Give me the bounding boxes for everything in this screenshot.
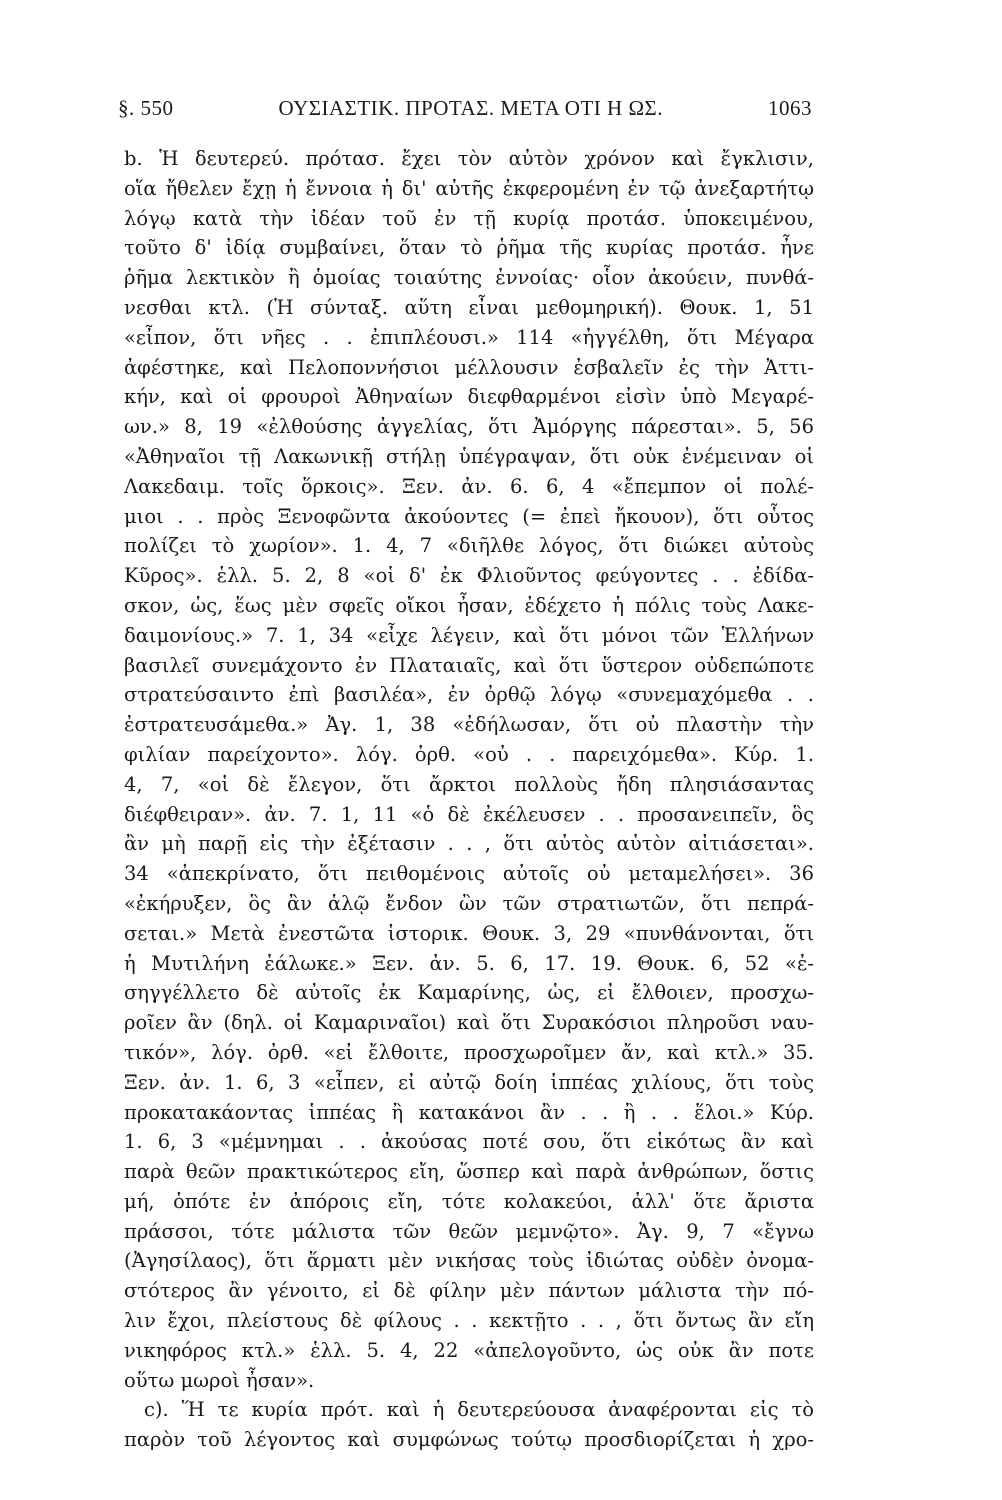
text-line: προκατακάοντας ἱππέας ἢ κατακάνοι ἂν . . ἢ . . ἕλοι.» Κύρ.	[124, 1100, 814, 1124]
text-line: ῥῆμα λεκτικὸν ἢ ὁμοίας τοιαύτης ἐννοίας· οἷον ἀκούειν, πυνθά-	[124, 266, 814, 290]
text-line: φιλίαν παρείχοντο». λόγ. ὀρθ. «οὐ . . παρειχόμεθα». Κύρ. 1.	[124, 742, 814, 766]
text-line: νικηφόρος κτλ.» ἑλλ. 5. 4, 22 «ἀπελογοῦντο, ὡς οὐκ ἂν ποτε	[124, 1338, 814, 1362]
text-line: ἡ Μυτιλήνη ἑάλωκε.» Ξεν. ἀν. 5. 6, 17. 19. Θουκ. 6, 52 «ἐ-	[124, 951, 814, 975]
running-title: ΟΥΣΙΑΣΤΙΚ. ΠΡΟΤΑΣ. ΜΕΤΑ ΟΤΙ Η ΩΣ.	[278, 96, 664, 120]
text-line: παρὸν τοῦ λέγοντος καὶ συμφώνως τούτῳ προσδιορίζεται ἡ χρο-	[124, 1428, 814, 1452]
text-line: στότερος ἂν γένοιτο, εἰ δὲ φίλην μὲν πάντων μάλιστα τὴν πό-	[124, 1279, 814, 1303]
text-line: ροῖεν ἂν (δηλ. οἱ Καμαριναῖοι) καὶ ὅτι Συρακόσιοι πληροῦσι ναυ-	[124, 1011, 814, 1035]
text-line: τικόν», λόγ. ὀρθ. «εἰ ἔλθοιτε, προσχωροῖμεν ἄν, καὶ κτλ.» 35.	[124, 1040, 814, 1064]
text-line: στρατεύσαιντο ἐπὶ βασιλέα», ἐν ὀρθῷ λόγῳ «συνεμαχόμεθα . .	[124, 683, 814, 707]
text-line: σκον, ὡς, ἕως μὲν σφεῖς οἴκοι ἦσαν, ἐδέχετο ἡ πόλις τοὺς Λακε-	[124, 593, 814, 617]
body-text	[124, 144, 814, 1455]
text-line: «Ἀθηναῖοι τῇ Λακωνικῇ στήλῃ ὑπέγραψαν, ὅτι οὐκ ἐνέμειναν οἱ	[124, 444, 814, 468]
text-line: Ξεν. ἀν. 1. 6, 3 «εἶπεν, εἰ αὐτῷ δοίη ἱππέας χιλίους, ὅτι τοὺς	[124, 1070, 814, 1094]
text-line: λόγῳ κατὰ τὴν ἰδέαν τοῦ ἐν τῇ κυρίᾳ προτάσ. ὑποκειμένου,	[124, 206, 814, 230]
text-line: οὕτω μωροὶ ἦσαν».	[124, 1368, 315, 1392]
text-line: «ἐκήρυξεν, ὃς ἂν ἁλῷ ἔνδον ὢν τῶν στρατιωτῶν, ὅτι πεπρά-	[124, 891, 814, 915]
text-line: οἵα ἤθελεν ἔχῃ ἡ ἔννοια ἡ δι' αὐτῆς ἐκφερομένη ἐν τῷ ἀνεξαρτήτῳ	[124, 176, 814, 200]
text-line: «εἶπον, ὅτι νῆες . . ἐπιπλέουσι.» 114 «ἠγγέλθη, ὅτι Μέγαρα	[124, 325, 814, 349]
text-line: Λακεδαιμ. τοῖς ὅρκοις». Ξεν. ἀν. 6. 6, 4 «ἔπεμπον οἱ πολέ-	[124, 474, 814, 498]
text-line: c). Ἥ τε κυρία πρότ. καὶ ἡ δευτερεύουσα ἀναφέρονται εἰς τὸ	[144, 1398, 814, 1422]
text-line: κήν, καὶ οἱ φρουροὶ Ἀθηναίων διεφθαρμένοι εἰσὶν ὑπὸ Μεγαρέ-	[124, 385, 814, 409]
running-head	[118, 96, 812, 126]
text-line: σεται.» Μετὰ ἐνεστῶτα ἱστορικ. Θουκ. 3, 29 «πυνθάνονται, ὅτι	[124, 921, 814, 945]
text-line: σηγγέλλετο δὲ αὐτοῖς ἐκ Καμαρίνης, ὡς, εἰ ἔλθοιεν, προσχω-	[124, 981, 814, 1005]
text-line: μιοι . . πρὸς Ξενοφῶντα ἀκούοντες (= ἐπεὶ ἤκουον), ὅτι οὗτος	[124, 504, 814, 528]
text-line: 4, 7, «οἱ δὲ ἔλεγον, ὅτι ἄρκτοι πολλοὺς ἤδη πλησιάσαντας	[124, 772, 814, 796]
text-line: 1. 6, 3 «μέμνημαι . . ἀκούσας ποτέ σου, ὅτι εἰκότως ἂν καὶ	[124, 1130, 814, 1154]
section-number: §. 550	[118, 96, 174, 120]
text-line: λιν ἔχοι, πλείστους δὲ φίλους . . κεκτῇτο . . , ὅτι ὄντως ἂν εἴη	[124, 1309, 814, 1333]
text-line: παρὰ θεῶν πρακτικώτερος εἴη, ὥσπερ καὶ παρὰ ἀνθρώπων, ὅστις	[124, 1160, 814, 1184]
text-line: μή, ὁπότε ἐν ἀπόροις εἴη, τότε κολακεύοι, ἀλλ' ὅτε ἄριστα	[124, 1189, 814, 1213]
page-number: 1063	[768, 96, 812, 120]
text-line: διέφθειραν». ἀν. 7. 1, 11 «ὁ δὲ ἐκέλευσεν . . προσανειπεῖν, ὃς	[124, 802, 814, 826]
text-line: b. Ἡ δευτερεύ. πρότασ. ἔχει τὸν αὐτὸν χρόνον καὶ ἔγκλισιν,	[124, 147, 814, 170]
text-line: ἂν μὴ παρῇ εἰς τὴν ἐξέτασιν . . , ὅτι αὐτὸς αὐτὸν αἰτιάσεται».	[124, 832, 814, 856]
text-line: ἐστρατευσάμεθα.» Ἀγ. 1, 38 «ἐδήλωσαν, ὅτι οὐ πλαστὴν τὴν	[124, 713, 814, 737]
text-line: νεσθαι κτλ. (Ἡ σύνταξ. αὕτη εἶναι μεθομηρική). Θουκ. 1, 51	[124, 295, 814, 319]
text-line: 34 «ἀπεκρίνατο, ὅτι πειθομένοις αὐτοῖς οὐ μεταμελήσει». 36	[124, 862, 814, 886]
text-line: Κῦρος». ἑλλ. 5. 2, 8 «οἱ δ' ἐκ Φλιοῦντος φεύγοντες . . ἐδίδα-	[124, 564, 814, 588]
text-line: (Ἀγησίλαος), ὅτι ἅρματι μὲν νικήσας τοὺς ἰδιώτας οὐδὲν ὀνομα-	[124, 1249, 814, 1273]
text-line: τοῦτο δ' ἰδίᾳ συμβαίνει, ὅταν τὸ ῥῆμα τῆς κυρίας προτάσ. ἦνε	[124, 236, 814, 260]
text-line: πολίζει τὸ χωρίον». 1. 4, 7 «διῆλθε λόγος, ὅτι διώκει αὐτοὺς	[124, 534, 814, 558]
text-line: ων.» 8, 19 «ἐλθούσης ἀγγελίας, ὅτι Ἀμόργης πάρεσται». 5, 56	[124, 415, 814, 439]
text-line: δαιμονίους.» 7. 1, 34 «εἶχε λέγειν, καὶ ὅτι μόνοι τῶν Ἑλλήνων	[124, 623, 814, 647]
text-line: βασιλεῖ συνεμάχοντο ἐν Πλαταιαῖς, καὶ ὅτι ὕστερον οὐδεπώποτε	[124, 653, 814, 677]
text-line: ἀφέστηκε, καὶ Πελοποννήσιοι μέλλουσιν ἐσβαλεῖν ἐς τὴν Ἀττι-	[124, 355, 814, 379]
text-line: πράσσοι, τότε μάλιστα τῶν θεῶν μεμνῷτο». Ἀγ. 9, 7 «ἔγνω	[124, 1219, 814, 1243]
